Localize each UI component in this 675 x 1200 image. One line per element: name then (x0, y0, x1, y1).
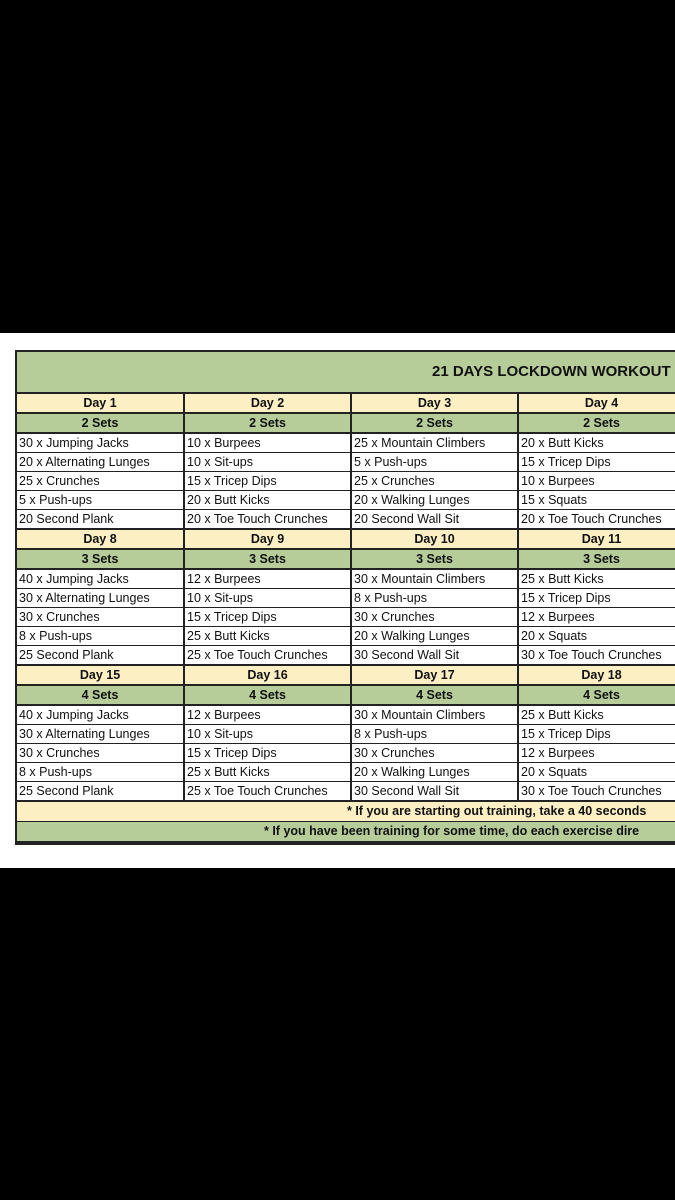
exercise-row (17, 646, 675, 666)
exercise-cell: 20 x Walking Lunges (352, 627, 519, 645)
exercise-cell: 25 Second Plank (17, 646, 185, 664)
exercise-cell: 15 x Tricep Dips (185, 744, 352, 762)
sets-label: 2 Sets (17, 414, 185, 432)
exercise-cell: 40 x Jumping Jacks (17, 706, 185, 724)
exercise-cell: 15 x Tricep Dips (519, 589, 675, 607)
exercise-cell: 20 Second Wall Sit (352, 510, 519, 528)
day-label: Day 10 (352, 530, 519, 548)
exercise-cell: 15 x Squats (519, 491, 675, 509)
table-title: 21 DAYS LOCKDOWN WORKOUT (432, 363, 671, 380)
exercise-cell: 30 x Jumping Jacks (17, 434, 185, 452)
exercise-cell: 30 x Crunches (352, 744, 519, 762)
day-label: Day 16 (185, 666, 352, 684)
day-label: Day 9 (185, 530, 352, 548)
exercise-cell: 20 x Alternating Lunges (17, 453, 185, 471)
exercise-cell: 20 x Walking Lunges (352, 763, 519, 781)
exercise-cell: 12 x Burpees (519, 608, 675, 626)
exercise-cell: 40 x Jumping Jacks (17, 570, 185, 588)
sets-label: 4 Sets (519, 686, 675, 704)
day-label: Day 4 (519, 394, 675, 412)
exercise-cell: 30 x Crunches (17, 608, 185, 626)
exercise-row (17, 706, 675, 725)
note-text-1: * If you are starting out training, take a 40 seconds (347, 804, 647, 818)
workout-table (15, 350, 675, 845)
exercise-cell: 25 x Butt Kicks (519, 570, 675, 588)
exercise-cell: 30 Second Wall Sit (352, 782, 519, 800)
exercise-cell: 30 x Alternating Lunges (17, 725, 185, 743)
exercise-row (17, 725, 675, 744)
sets-label: 3 Sets (519, 550, 675, 568)
exercise-row (17, 510, 675, 530)
sets-label: 4 Sets (352, 686, 519, 704)
exercise-cell: 20 x Toe Touch Crunches (185, 510, 352, 528)
exercise-cell: 5 x Push-ups (17, 491, 185, 509)
exercise-cell: 10 x Burpees (185, 434, 352, 452)
exercise-cell: 8 x Push-ups (17, 763, 185, 781)
exercise-row (17, 763, 675, 782)
sets-label: 3 Sets (17, 550, 185, 568)
title-row (17, 352, 675, 394)
exercise-cell: 10 x Sit-ups (185, 589, 352, 607)
exercise-cell: 20 x Squats (519, 627, 675, 645)
exercise-cell: 25 x Butt Kicks (519, 706, 675, 724)
exercise-cell: 5 x Push-ups (352, 453, 519, 471)
day-header-row (17, 394, 675, 414)
exercise-cell: 15 x Tricep Dips (519, 725, 675, 743)
exercise-cell: 8 x Push-ups (352, 725, 519, 743)
sets-label: 4 Sets (17, 686, 185, 704)
exercise-cell: 30 x Toe Touch Crunches (519, 782, 675, 800)
exercise-cell: 20 x Toe Touch Crunches (519, 510, 675, 528)
exercise-cell: 20 x Butt Kicks (185, 491, 352, 509)
day-header-row (17, 530, 675, 550)
sets-label: 3 Sets (185, 550, 352, 568)
sets-label: 2 Sets (352, 414, 519, 432)
exercise-cell: 8 x Push-ups (352, 589, 519, 607)
exercise-row (17, 570, 675, 589)
exercise-cell: 20 Second Plank (17, 510, 185, 528)
exercise-cell: 30 x Mountain Climbers (352, 706, 519, 724)
exercise-cell: 25 x Crunches (352, 472, 519, 490)
exercise-row (17, 589, 675, 608)
exercise-cell: 12 x Burpees (185, 706, 352, 724)
exercise-row (17, 491, 675, 510)
day-label: Day 3 (352, 394, 519, 412)
exercise-cell: 10 x Sit-ups (185, 725, 352, 743)
sets-label: 2 Sets (185, 414, 352, 432)
exercise-cell: 25 x Butt Kicks (185, 763, 352, 781)
day-label: Day 1 (17, 394, 185, 412)
sets-label: 3 Sets (352, 550, 519, 568)
exercise-row (17, 782, 675, 802)
exercise-cell: 25 x Toe Touch Crunches (185, 646, 352, 664)
exercise-cell: 30 x Crunches (17, 744, 185, 762)
exercise-cell: 30 Second Wall Sit (352, 646, 519, 664)
day-label: Day 18 (519, 666, 675, 684)
exercise-cell: 10 x Burpees (519, 472, 675, 490)
day-header-row (17, 666, 675, 686)
exercise-cell: 20 x Squats (519, 763, 675, 781)
note-row-1 (17, 802, 675, 822)
exercise-row (17, 744, 675, 763)
exercise-cell: 8 x Push-ups (17, 627, 185, 645)
exercise-cell: 12 x Burpees (185, 570, 352, 588)
exercise-cell: 25 x Crunches (17, 472, 185, 490)
exercise-cell: 30 x Toe Touch Crunches (519, 646, 675, 664)
exercise-cell: 15 x Tricep Dips (185, 608, 352, 626)
day-label: Day 11 (519, 530, 675, 548)
day-label: Day 17 (352, 666, 519, 684)
sets-label: 2 Sets (519, 414, 675, 432)
exercise-cell: 25 x Butt Kicks (185, 627, 352, 645)
sets-row (17, 550, 675, 570)
exercise-row (17, 608, 675, 627)
exercise-cell: 30 x Alternating Lunges (17, 589, 185, 607)
exercise-row (17, 472, 675, 491)
exercise-cell: 20 x Butt Kicks (519, 434, 675, 452)
sets-row (17, 414, 675, 434)
exercise-cell: 10 x Sit-ups (185, 453, 352, 471)
day-label: Day 15 (17, 666, 185, 684)
note-text-2: * If you have been training for some time, do each exercise dire (264, 824, 640, 838)
exercise-row (17, 453, 675, 472)
sets-row (17, 686, 675, 706)
exercise-cell: 25 x Toe Touch Crunches (185, 782, 352, 800)
note-row-2 (17, 822, 675, 843)
day-label: Day 8 (17, 530, 185, 548)
exercise-row (17, 627, 675, 646)
exercise-cell: 25 x Mountain Climbers (352, 434, 519, 452)
weeks-container (17, 394, 675, 802)
exercise-cell: 30 x Crunches (352, 608, 519, 626)
workout-sheet (0, 333, 675, 868)
exercise-cell: 15 x Tricep Dips (185, 472, 352, 490)
exercise-cell: 20 x Walking Lunges (352, 491, 519, 509)
exercise-cell: 12 x Burpees (519, 744, 675, 762)
exercise-cell: 15 x Tricep Dips (519, 453, 675, 471)
exercise-cell: 30 x Mountain Climbers (352, 570, 519, 588)
day-label: Day 2 (185, 394, 352, 412)
sets-label: 4 Sets (185, 686, 352, 704)
exercise-cell: 25 Second Plank (17, 782, 185, 800)
exercise-row (17, 434, 675, 453)
